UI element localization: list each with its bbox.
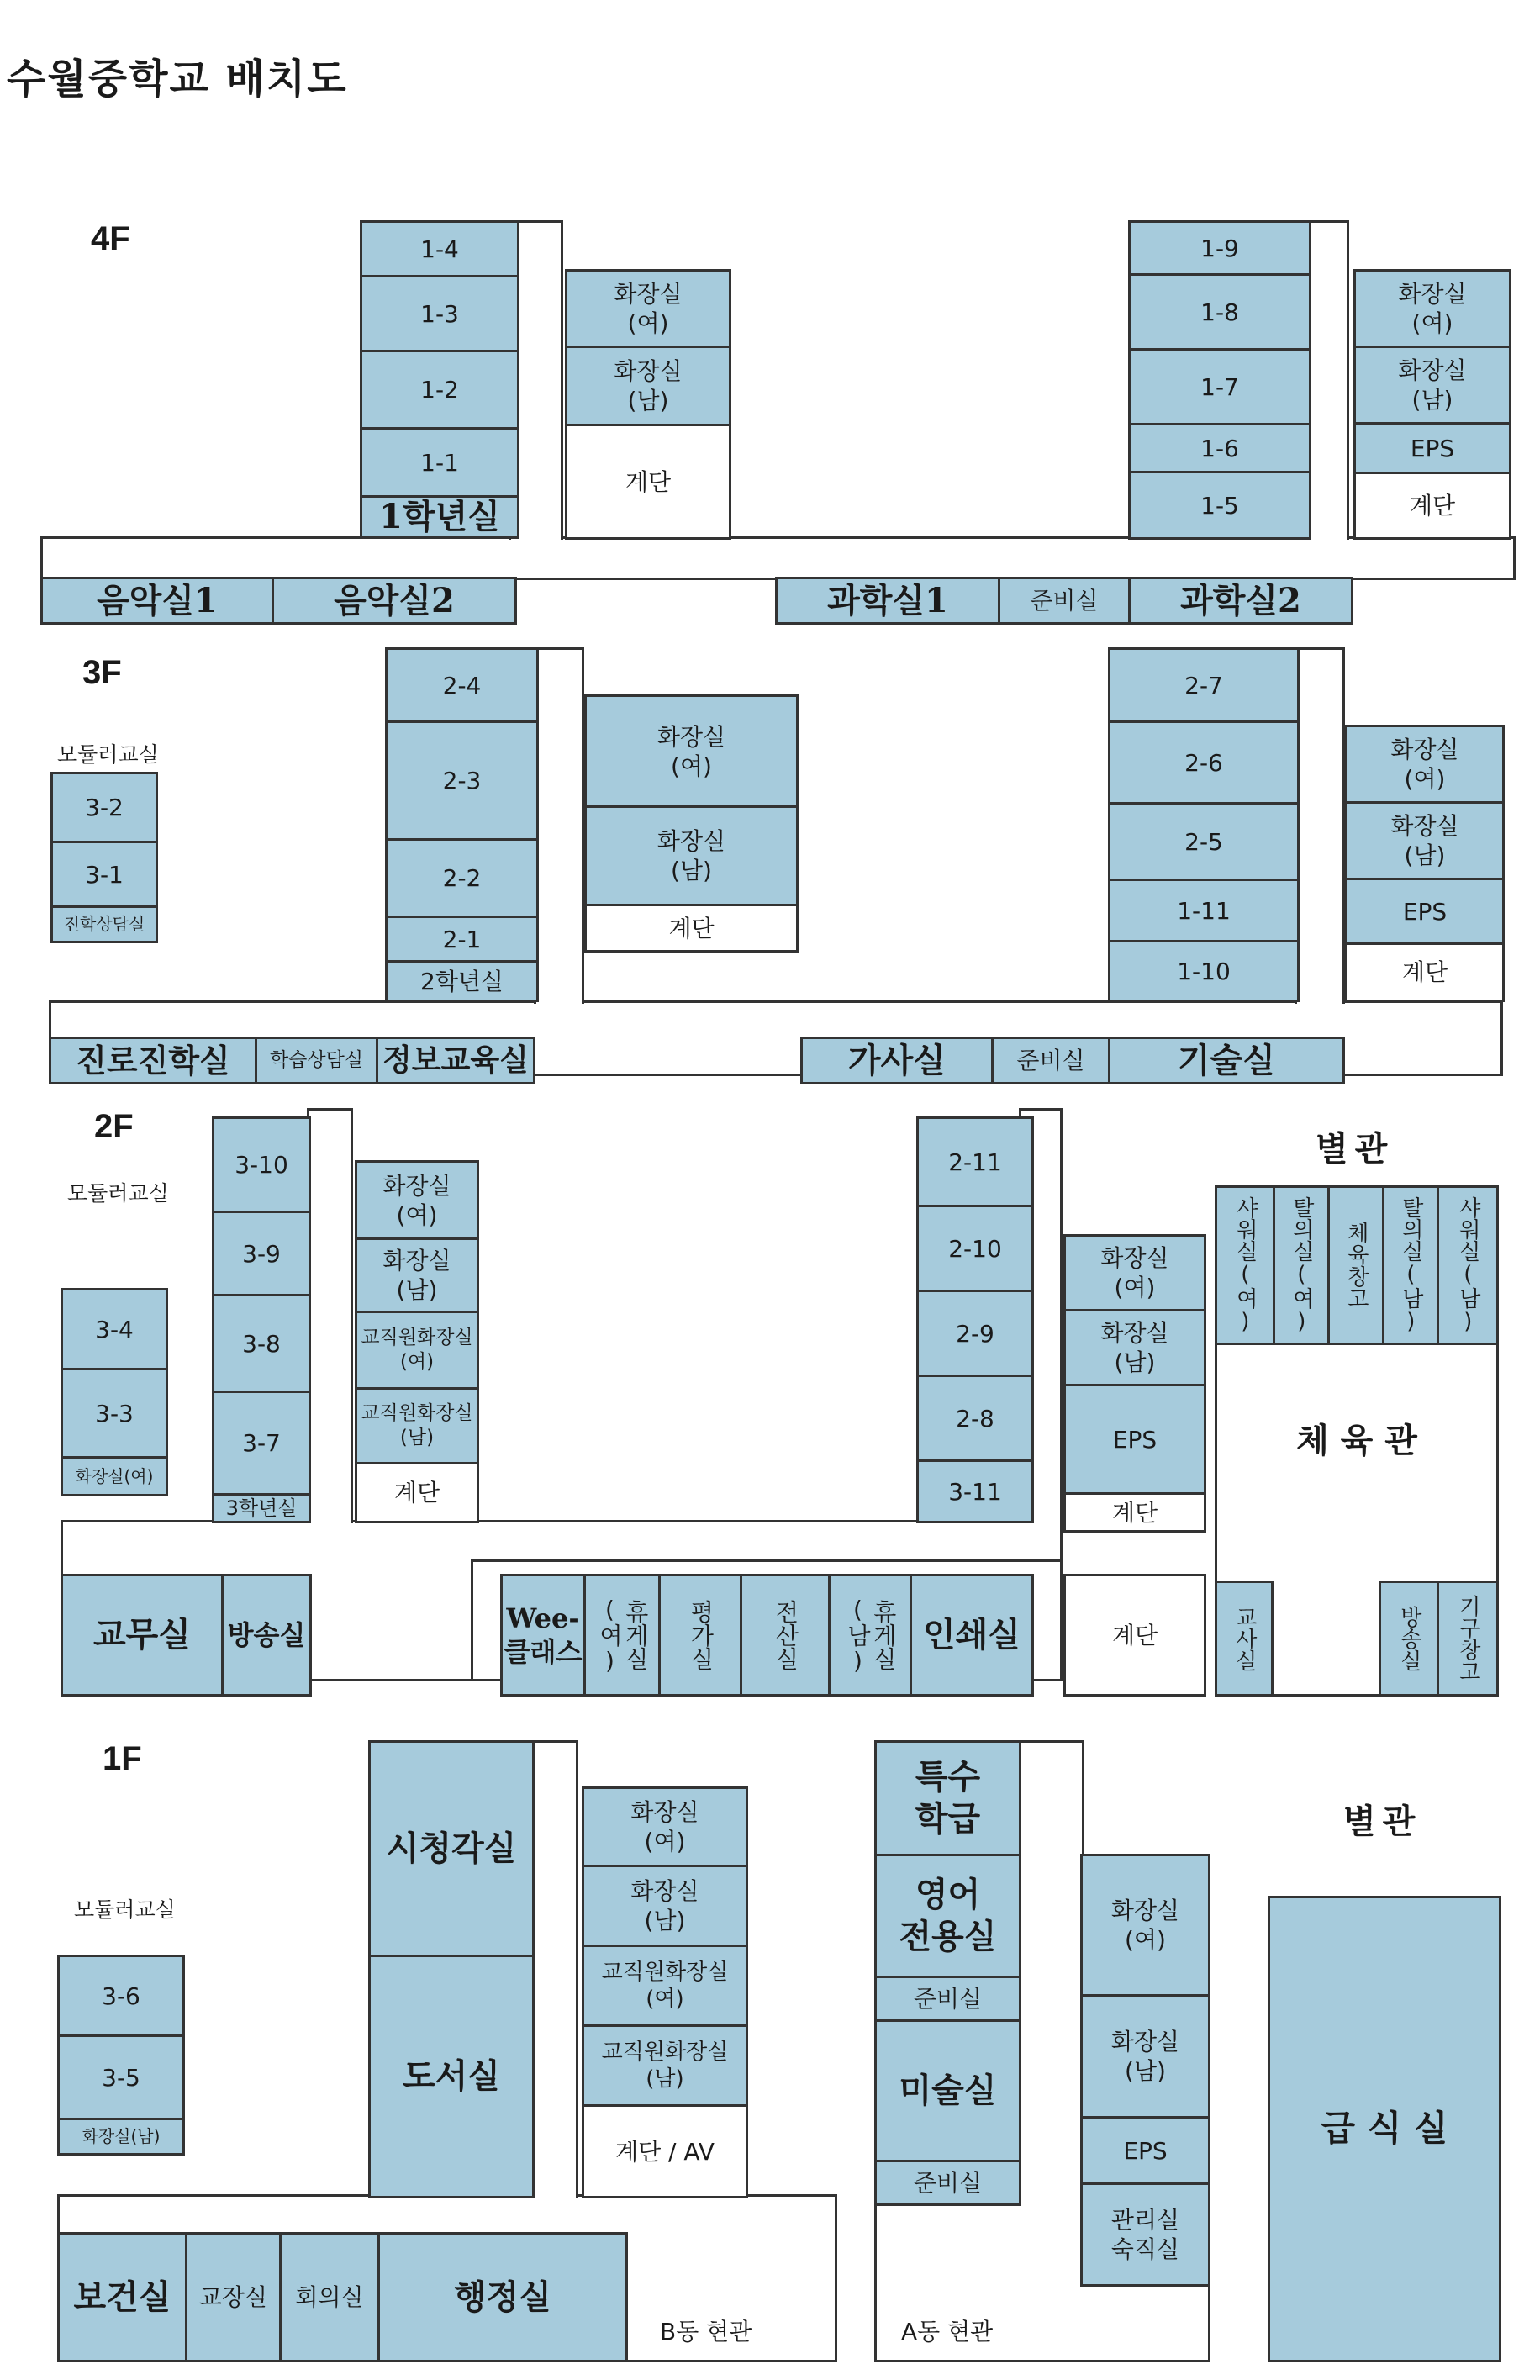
- classroom-3-6: 3-6: [57, 1955, 185, 2037]
- restroom-male-4f-a: 화장실 (남): [565, 346, 731, 426]
- classroom-3-3: 3-3: [61, 1368, 168, 1459]
- floor-label-1f: 1F: [103, 1740, 142, 1777]
- corridor-3f-right-stem: [1295, 647, 1345, 1004]
- classroom-2-11: 2-11: [916, 1116, 1034, 1207]
- shower-room-male: 샤워실(남): [1437, 1185, 1499, 1345]
- classroom-3-2: 3-2: [50, 772, 158, 843]
- classroom-3-4: 3-4: [61, 1288, 168, 1370]
- classroom-2-1: 2-1: [385, 916, 539, 963]
- corridor-4f: [40, 536, 1516, 580]
- admin-office: 행정실: [377, 2232, 628, 2362]
- prep-room-4f: 준비실: [998, 577, 1131, 625]
- classroom-2-5: 2-5: [1108, 802, 1300, 881]
- stairs-4f-b: 계단: [1353, 472, 1511, 540]
- cafeteria: 급 식 실: [1268, 1896, 1501, 2362]
- music-room-1: 음악실1: [40, 577, 274, 625]
- classroom-2-4: 2-4: [385, 647, 539, 723]
- restroom-male-1f-a: 화장실 (남): [582, 1865, 748, 1947]
- classroom-3-7: 3-7: [212, 1391, 311, 1496]
- restroom-male-small-1f: 화장실(남): [57, 2118, 185, 2156]
- modular-label-2f: 모듈러교실: [67, 1181, 169, 1206]
- restroom-female-4f-a: 화장실 (여): [565, 269, 731, 348]
- classroom-2-3: 2-3: [385, 720, 539, 841]
- corridor-3f-left-stem: [534, 647, 584, 1004]
- art-room: 미술실: [874, 2019, 1021, 2162]
- staff-restroom-male-1f: 교직원화장실 (남): [582, 2024, 748, 2107]
- restroom-female-4f-b: 화장실 (여): [1353, 269, 1511, 348]
- classroom-3-11: 3-11: [916, 1459, 1034, 1523]
- stairs-3f-b: 계단: [1345, 942, 1505, 1002]
- restroom-female-2f-a: 화장실 (여): [355, 1160, 479, 1240]
- study-counseling-room: 학습상담실: [255, 1037, 378, 1084]
- classroom-2-2: 2-2: [385, 838, 539, 918]
- classroom-1-6: 1-6: [1128, 423, 1311, 473]
- music-room-2: 음악실2: [272, 577, 517, 625]
- restroom-male-3f-a: 화장실 (남): [584, 805, 799, 906]
- grade2-room: 2학년실: [385, 960, 539, 1002]
- staff-restroom-female-2f: 교직원화장실 (여): [355, 1311, 479, 1390]
- changing-room-male: 탈의실(남): [1382, 1185, 1439, 1345]
- grade1-room: 1학년실: [360, 495, 519, 539]
- teachers-office: 교무실: [61, 1574, 224, 1697]
- classroom-1-9: 1-9: [1128, 220, 1311, 276]
- meeting-room: 회의실: [279, 2232, 380, 2362]
- classroom-3-1: 3-1: [50, 841, 158, 908]
- classroom-1-8: 1-8: [1128, 273, 1311, 351]
- restroom-female-3f-a: 화장실 (여): [584, 694, 799, 808]
- library: 도서실: [368, 1955, 535, 2198]
- corridor-2f-left-stem: [307, 1108, 353, 1523]
- principal-room: 교장실: [185, 2232, 282, 2362]
- classroom-2-9: 2-9: [916, 1290, 1034, 1377]
- stairs-av-1f: 계단 / AV: [582, 2104, 748, 2198]
- stairs-2f-a: 계단: [355, 1462, 479, 1523]
- stairs-4f-a: 계단: [565, 424, 731, 540]
- rest-room-female-2f: 휴게실(여): [583, 1574, 661, 1697]
- classroom-1-5: 1-5: [1128, 471, 1311, 540]
- science-room-2: 과학실2: [1128, 577, 1353, 625]
- floor-label-4f: 4F: [91, 220, 130, 257]
- page-title: 수월중학교 배치도: [7, 55, 348, 103]
- floor-label-3f: 3F: [82, 654, 122, 691]
- stairs-3f-a: 계단: [584, 904, 799, 953]
- av-room: 시청각실: [368, 1740, 535, 1957]
- gym-storage: 체육창고: [1327, 1185, 1384, 1345]
- computer-room: 전산실: [740, 1574, 831, 1697]
- special-class: 특수 학급: [874, 1740, 1021, 1856]
- wee-class: Wee- 클래스: [500, 1574, 586, 1697]
- tech-room: 기술실: [1108, 1037, 1345, 1084]
- corridor-4f-right-stem: [1307, 220, 1349, 540]
- corridor-1f-b-stem: [530, 1740, 578, 2198]
- career-room: 진로진학실: [49, 1037, 257, 1084]
- annex-label-1f: 별관: [1343, 1802, 1422, 1841]
- classroom-1-4: 1-4: [360, 220, 519, 277]
- restroom-male-1f-b: 화장실 (남): [1080, 1994, 1210, 2119]
- stairs-2f-c: 계단: [1063, 1574, 1206, 1697]
- eps-1f: EPS: [1080, 2116, 1210, 2185]
- staff-restroom-male-2f: 교직원화장실 (남): [355, 1387, 479, 1464]
- science-room-1: 과학실1: [775, 577, 1000, 625]
- prep-room-1f-a: 준비실: [874, 1976, 1021, 2022]
- prep-room-1f-b: 준비실: [874, 2160, 1021, 2206]
- restroom-male-2f-b: 화장실 (남): [1063, 1309, 1206, 1386]
- grade3-room: 3학년실: [212, 1493, 311, 1523]
- classroom-3-9: 3-9: [212, 1211, 311, 1296]
- annex-label-2f: 별관: [1316, 1130, 1395, 1169]
- counseling-room: 진학상담실: [50, 905, 158, 943]
- teacher-room-annex: 교사실: [1215, 1581, 1274, 1697]
- classroom-1-11: 1-11: [1108, 879, 1300, 942]
- info-edu-room: 정보교육실: [376, 1037, 535, 1084]
- changing-room-female: 탈의실(여): [1273, 1185, 1330, 1345]
- a-building-entrance: A동 현관: [901, 2318, 994, 2346]
- broadcast-room-annex: 방송실: [1379, 1581, 1439, 1697]
- floor-label-2f: 2F: [94, 1108, 134, 1145]
- print-room: 인쇄실: [910, 1574, 1034, 1697]
- eps-3f: EPS: [1345, 878, 1505, 945]
- evaluation-room: 평가실: [658, 1574, 742, 1697]
- health-room: 보건실: [57, 2232, 187, 2362]
- prep-room-3f: 준비실: [991, 1037, 1110, 1084]
- restroom-male-4f-b: 화장실 (남): [1353, 346, 1511, 425]
- modular-label-3f: 모듈러교실: [57, 742, 159, 767]
- equipment-storage: 기구창고: [1437, 1581, 1499, 1697]
- eps-2f: EPS: [1063, 1384, 1206, 1495]
- modular-label-1f: 모듈러교실: [74, 1897, 176, 1922]
- b-building-entrance: B동 현관: [660, 2318, 752, 2346]
- eps-4f: EPS: [1353, 422, 1511, 474]
- shower-room-female: 샤워실(여): [1215, 1185, 1275, 1345]
- gymnasium: 체 육 관: [1215, 1185, 1499, 1697]
- classroom-3-10: 3-10: [212, 1116, 311, 1213]
- staff-restroom-female-1f: 교직원화장실 (여): [582, 1945, 748, 2027]
- classroom-1-2: 1-2: [360, 350, 519, 430]
- restroom-female-3f-b: 화장실 (여): [1345, 725, 1505, 804]
- classroom-1-7: 1-7: [1128, 348, 1311, 425]
- stairs-2f-b: 계단: [1063, 1492, 1206, 1533]
- restroom-female-1f-b: 화장실 (여): [1080, 1854, 1210, 1997]
- broadcast-room: 방송실: [221, 1574, 312, 1697]
- corridor-1f-a-stem: [1017, 1740, 1084, 2198]
- home-ec-room: 가사실: [800, 1037, 994, 1084]
- classroom-2-6: 2-6: [1108, 720, 1300, 805]
- classroom-2-10: 2-10: [916, 1205, 1034, 1292]
- guard-room: 관리실 숙직실: [1080, 2182, 1210, 2287]
- classroom-1-3: 1-3: [360, 275, 519, 352]
- restroom-male-3f-b: 화장실 (남): [1345, 801, 1505, 880]
- restroom-male-2f-a: 화장실 (남): [355, 1237, 479, 1313]
- classroom-2-8: 2-8: [916, 1375, 1034, 1462]
- rest-room-male-2f: 휴게실(남): [828, 1574, 912, 1697]
- restroom-female-2f-b: 화장실 (여): [1063, 1234, 1206, 1311]
- classroom-3-5: 3-5: [57, 2034, 185, 2120]
- english-room: 영어 전용실: [874, 1854, 1021, 1978]
- restroom-female-small-2f: 화장실(여): [61, 1456, 168, 1496]
- restroom-female-1f-a: 화장실 (여): [582, 1786, 748, 1867]
- classroom-2-7: 2-7: [1108, 647, 1300, 723]
- classroom-1-1: 1-1: [360, 427, 519, 498]
- classroom-3-8: 3-8: [212, 1294, 311, 1393]
- classroom-1-10: 1-10: [1108, 940, 1300, 1002]
